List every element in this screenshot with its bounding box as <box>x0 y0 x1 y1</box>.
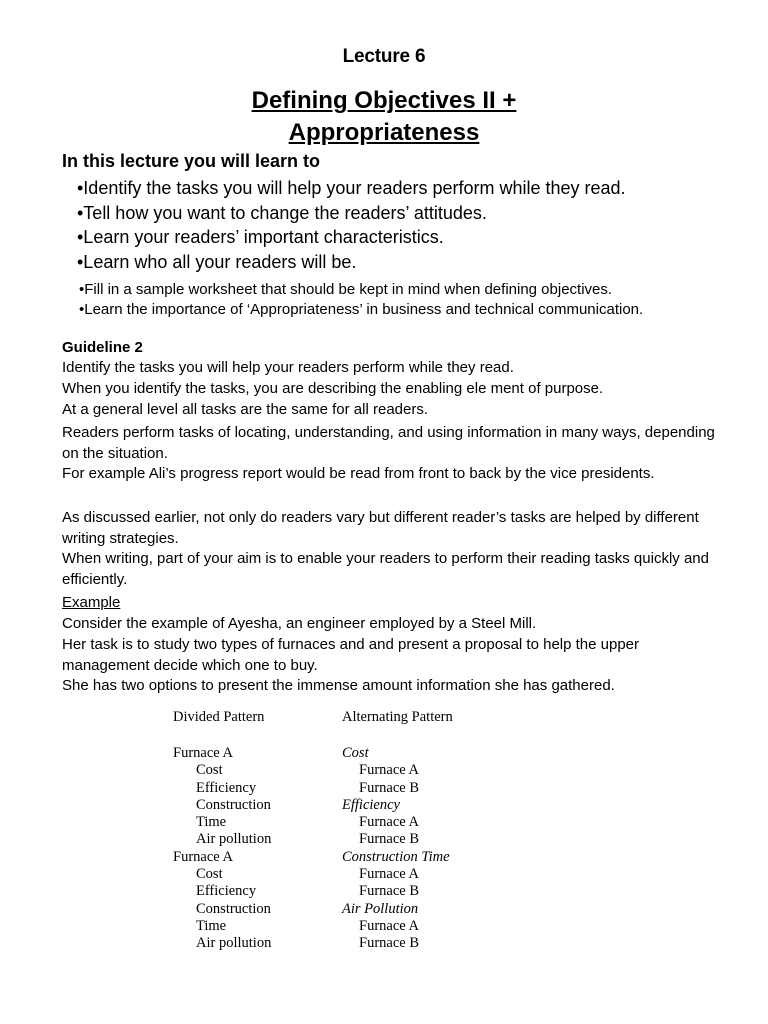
objective-item: •Tell how you want to change the readers’ attitudes. <box>77 202 487 223</box>
objective-item: •Learn the importance of ‘Appropriateness’ in business and technical communication. <box>79 300 644 318</box>
list-item: Cost <box>342 745 369 761</box>
list-item: Furnace A <box>173 848 233 865</box>
page-title-line-1: Defining Objectives II + <box>251 87 517 114</box>
list-item: Efficiency <box>196 779 257 796</box>
learning-objectives-list <box>77 176 626 274</box>
list-item: Cost <box>196 762 223 779</box>
list-item: Time <box>196 814 227 831</box>
additional-objectives-list <box>79 280 719 319</box>
objective-item: •Learn who all your readers will be. <box>77 251 357 272</box>
guideline-heading: Guideline 2 <box>62 339 143 356</box>
paragraph: For example Ali’s progress report would be read from front to back by the vice presidents. <box>62 465 655 482</box>
list-item: Furnace A <box>359 866 419 883</box>
objective-item: •Learn your readers’ important characteristics. <box>77 227 444 247</box>
list-item: Efficiency <box>196 883 257 900</box>
list-item: Construction Time <box>342 848 450 865</box>
alternating-pattern-list <box>342 745 450 953</box>
divided-pattern-list <box>173 745 271 953</box>
alternating-pattern-heading: Alternating Pattern <box>342 709 453 725</box>
list-item: Air Pollution <box>342 900 419 917</box>
example-paragraph: Consider the example of Ayesha, an engineer employed by a Steel Mill. <box>62 615 537 632</box>
list-item: Furnace A <box>359 814 419 831</box>
list-item: Furnace A <box>173 745 233 761</box>
list-item: Time <box>196 917 227 934</box>
list-item: Furnace B <box>359 831 419 848</box>
list-item: Furnace B <box>359 883 419 900</box>
divided-pattern-heading: Divided Pattern <box>173 709 265 725</box>
paragraph: Identify the tasks you will help your readers perform while they read. <box>62 359 514 376</box>
list-item: Construction <box>196 900 271 917</box>
objective-item: •Fill in a sample worksheet that should be kept in mind when defining objectives. <box>79 281 613 298</box>
list-item: Furnace B <box>359 779 419 796</box>
lecture-label: Lecture 6 <box>342 46 426 67</box>
paragraph: When you identify the tasks, you are describing the enabling ele ment of purpose. <box>62 380 604 397</box>
objective-item: •Identify the tasks you will help your readers perform while they read. <box>77 178 626 198</box>
intro-heading: In this lecture you will learn to <box>62 151 321 171</box>
paragraph: Readers perform tasks of locating, understanding, and using information in many ways, depending on the situation. <box>62 424 715 462</box>
example-paragraph: Her task is to study two types of furnaces and and present a proposal to help the upper management decide which one to buy. <box>62 636 640 674</box>
list-item: Furnace A <box>359 762 419 779</box>
list-item: Air pollution <box>196 935 272 952</box>
paragraph: As discussed earlier, not only do readers vary but different reader’s tasks are helped by different writing strategies. <box>62 509 699 547</box>
list-item: Efficiency <box>342 796 400 813</box>
list-item: Air pollution <box>196 831 272 848</box>
example-paragraph: She has two options to present the immense amount information she has gathered. <box>62 677 615 694</box>
example-heading: Example <box>62 594 121 611</box>
list-item: Cost <box>196 866 223 883</box>
list-item: Furnace A <box>359 917 419 934</box>
list-item: Furnace B <box>359 935 419 952</box>
page-title-line-2: Appropriateness <box>288 119 480 146</box>
paragraph: When writing, part of your aim is to enable your readers to perform their reading tasks quickly and efficiently. <box>62 550 709 588</box>
paragraph: At a general level all tasks are the same for all readers. <box>62 401 429 418</box>
list-item: Construction <box>196 796 271 813</box>
